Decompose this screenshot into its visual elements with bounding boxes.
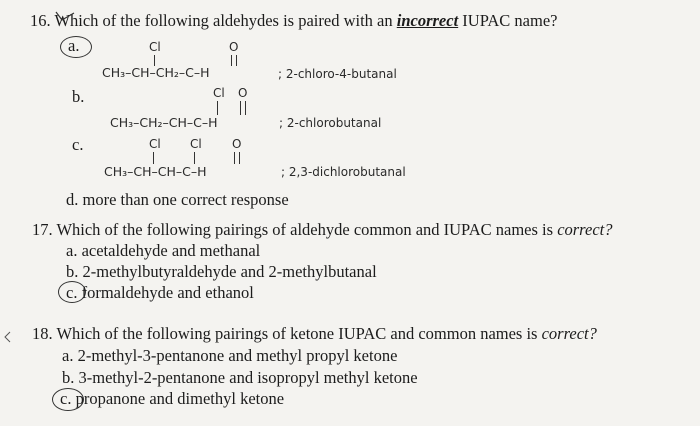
option-letter: a.	[62, 346, 74, 365]
stem-text: Which of the following pairings of aldehyde common and IUPAC names is	[56, 220, 558, 239]
iupac-name: ; 2-chloro-4-butanal	[278, 67, 397, 81]
option-c	[66, 283, 254, 303]
structural-formula: CH₃–CH–CH–C–H	[104, 164, 207, 179]
chlorine-atom: Cl	[190, 137, 202, 151]
oxygen-atom: O	[232, 137, 242, 151]
iupac-name: ; 2-chlorobutanal	[279, 116, 382, 130]
question-stem	[56, 324, 596, 343]
option-text: 2-methyl-3-pentanone and methyl propyl ketone	[77, 346, 398, 365]
stem-emphasis: correct?	[557, 220, 613, 239]
option-a	[62, 346, 397, 366]
stem-emphasis: incorrect	[396, 11, 459, 30]
option-letter: c.	[66, 283, 78, 302]
stem-text: Which of the following aldehydes is paired with an	[54, 11, 397, 30]
option-b	[66, 262, 377, 282]
option-letter: b.	[66, 262, 79, 281]
margin-bracket-mark	[2, 330, 12, 344]
option-letter: c.	[60, 389, 72, 408]
chlorine-atom: Cl	[213, 86, 225, 100]
option-letter: a.	[68, 36, 80, 55]
structural-formula: CH₃–CH₂–CH–C–H	[110, 115, 218, 130]
single-bond	[194, 152, 195, 164]
question-stem	[56, 220, 612, 239]
option-text: formaldehyde and ethanol	[81, 283, 254, 302]
single-bond	[153, 152, 154, 164]
single-bond	[217, 101, 218, 115]
oxygen-atom: O	[229, 40, 239, 54]
option-a	[66, 241, 260, 261]
option-text: more than one correct response	[82, 190, 289, 209]
option-b	[62, 368, 418, 388]
option-letter: c.	[72, 135, 84, 154]
option-letter: d.	[66, 190, 79, 209]
stem-text: Which of the following pairings of ketone IUPAC and common names is	[56, 324, 542, 343]
option-text: 3-methyl-2-pentanone and isopropyl methyl ketone	[78, 368, 418, 387]
double-bond	[240, 101, 246, 115]
question-number: 18.	[32, 324, 53, 343]
chlorine-atom: Cl	[149, 40, 161, 54]
option-letter: b.	[62, 368, 75, 387]
question-number: 16.	[30, 11, 51, 30]
iupac-name: ; 2,3-dichlorobutanal	[281, 165, 406, 179]
question-stem	[54, 11, 557, 30]
question-17	[32, 220, 612, 240]
option-d	[66, 190, 289, 210]
option-letter: a.	[66, 241, 78, 260]
option-text: propanone and dimethyl ketone	[75, 389, 285, 408]
double-bond	[231, 55, 237, 66]
option-text: acetaldehyde and methanal	[81, 241, 261, 260]
stem-text-end: IUPAC name?	[458, 11, 558, 30]
oxygen-atom: O	[238, 86, 248, 100]
question-number: 17.	[32, 220, 53, 239]
option-letter: b.	[72, 87, 85, 106]
question-16	[30, 11, 557, 31]
double-bond	[234, 152, 240, 164]
chlorine-atom: Cl	[149, 137, 161, 151]
stem-emphasis: correct?	[541, 324, 597, 343]
option-c	[60, 389, 284, 409]
structural-formula: CH₃–CH–CH₂–C–H	[102, 65, 210, 80]
handwritten-check-mark	[54, 10, 80, 24]
question-18	[32, 324, 597, 344]
option-text: 2-methylbutyraldehyde and 2-methylbutanal	[82, 262, 377, 281]
